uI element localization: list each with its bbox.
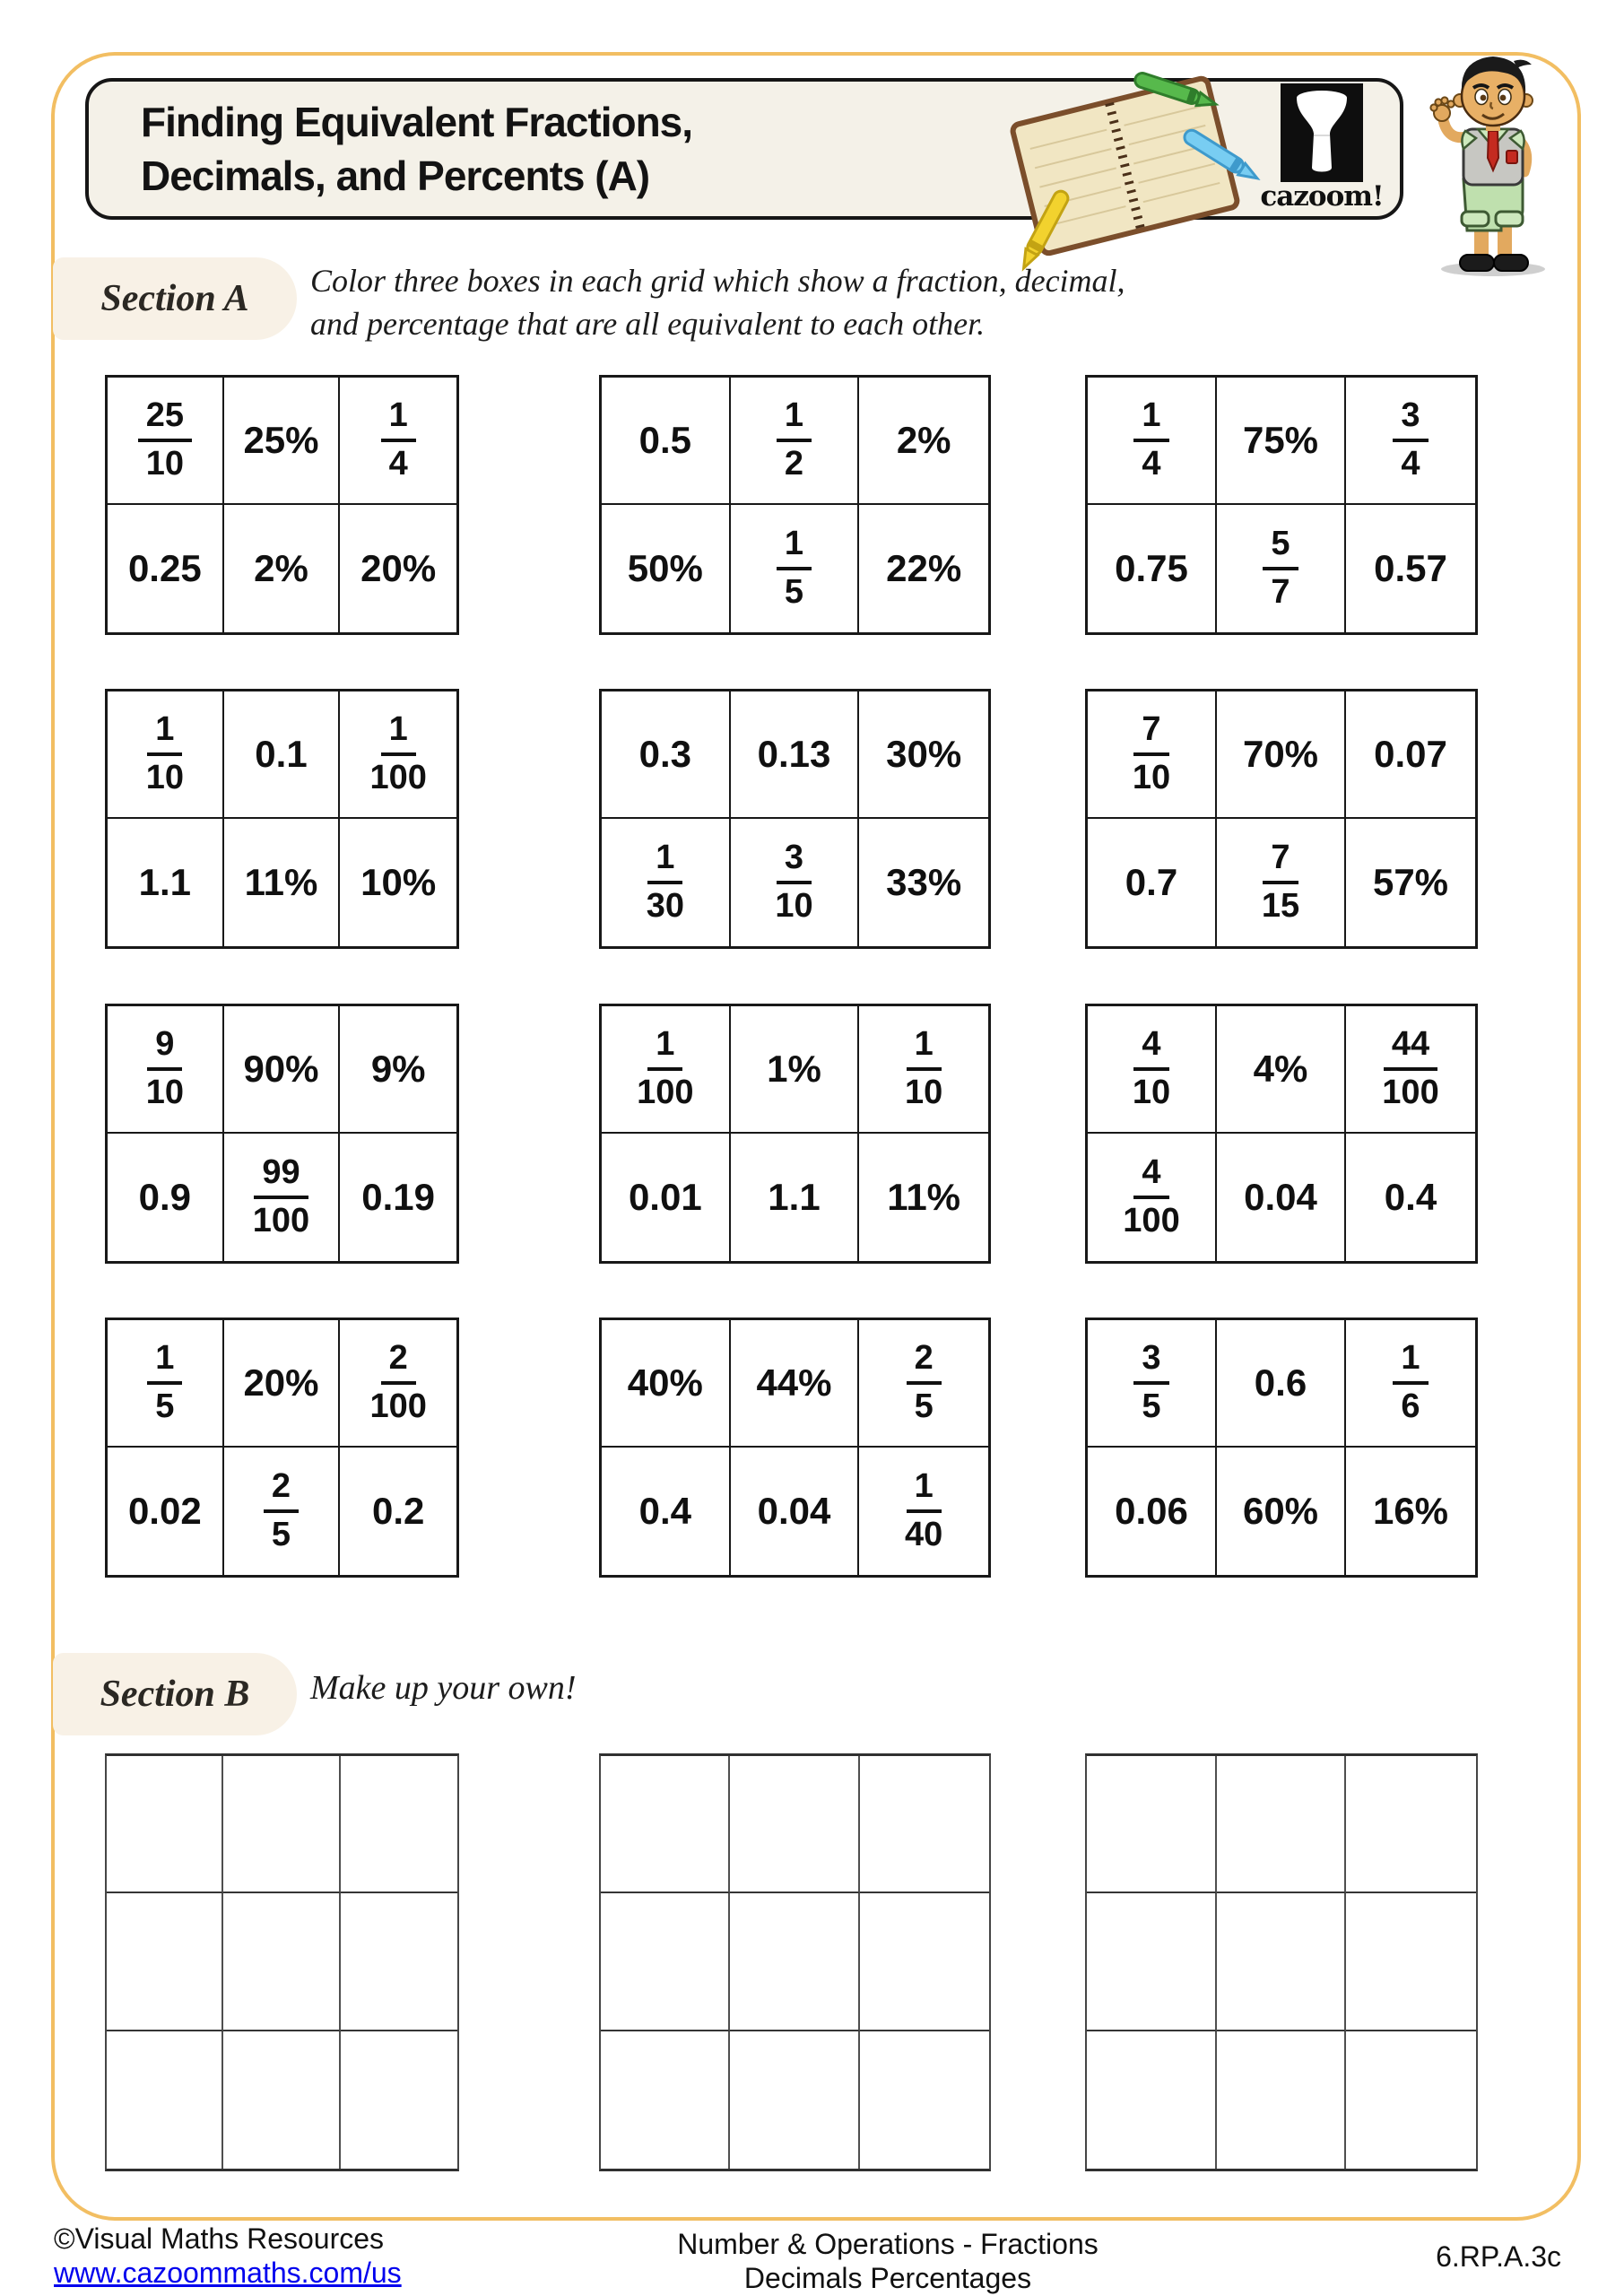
equivalence-grid-7 — [105, 1004, 459, 1264]
empty-grid-cell[interactable] — [860, 1893, 989, 2031]
fraction-value: $\frac{44}{100}$ — [1382, 1025, 1439, 1111]
empty-grid-cell[interactable] — [341, 1756, 457, 1893]
grid-cell[interactable]: 75% — [1217, 378, 1346, 505]
grid-cell[interactable]: 0.75 — [1088, 505, 1217, 632]
grid-cell[interactable] — [1346, 1006, 1475, 1134]
section-a-instruction — [310, 260, 1125, 345]
equivalence-grid-9 — [1085, 1004, 1478, 1264]
empty-grid-cell[interactable] — [730, 1756, 859, 1893]
grid-cell[interactable]: 20% — [360, 547, 437, 589]
blank-grid-3 — [1085, 1753, 1478, 2171]
grid-cell[interactable] — [1088, 1006, 1217, 1134]
grid-cell[interactable]: 0.1 — [224, 691, 341, 819]
fraction-value: $\frac{9}{10}$ — [145, 1025, 184, 1111]
grid-cell[interactable] — [731, 505, 860, 632]
section-a-instruction-line1: Color three boxes in each grid which show a fraction, decimal, — [310, 263, 1125, 299]
fraction-value: $\frac{1}{40}$ — [905, 1467, 943, 1553]
empty-grid-cell[interactable] — [107, 2031, 223, 2169]
grid-cell[interactable]: 33% — [886, 861, 962, 903]
equivalence-grid-10 — [105, 1318, 459, 1578]
fraction-value: $\frac{1}{6}$ — [1393, 1341, 1428, 1425]
grid-cell[interactable]: 0.04 — [731, 1448, 860, 1575]
empty-grid-cell[interactable] — [860, 2031, 989, 2169]
grid-cell[interactable]: 0.2 — [371, 1490, 425, 1532]
grid-cell[interactable]: 9% — [340, 1006, 456, 1134]
equivalence-grid-1 — [105, 375, 459, 635]
empty-grid-cell[interactable] — [223, 1756, 340, 1893]
grid-cell[interactable]: 0.25 — [108, 505, 224, 632]
grid-cell[interactable] — [1088, 378, 1217, 505]
fraction-value: $\frac{1}{5}$ — [777, 526, 812, 611]
empty-grid-cell[interactable] — [730, 1893, 859, 2031]
empty-grid-cell[interactable] — [107, 1893, 223, 2031]
grid-cell[interactable]: 0.4 — [1384, 1176, 1437, 1218]
grid-cell[interactable]: 1% — [731, 1006, 860, 1134]
blank-grid-2 — [599, 1753, 991, 2171]
grid-cell[interactable] — [1088, 1134, 1217, 1261]
grid-cell[interactable] — [731, 378, 860, 505]
grid-cell[interactable]: 44% — [731, 1320, 860, 1448]
grid-cell[interactable]: 0.01 — [602, 1134, 731, 1261]
equivalence-grid-11 — [599, 1318, 991, 1578]
grid-cell[interactable] — [1217, 505, 1346, 632]
boy-mascot-illustration — [1406, 45, 1576, 280]
grid-cell[interactable]: 40% — [602, 1320, 731, 1448]
empty-grid-cell[interactable] — [1217, 1756, 1347, 1893]
empty-grid-cell[interactable] — [223, 2031, 340, 2169]
footer-left — [54, 2222, 402, 2291]
grid-cell[interactable]: 0.9 — [108, 1134, 224, 1261]
empty-grid-cell[interactable] — [1087, 1893, 1217, 2031]
copyright-text: ©Visual Maths Resources — [54, 2222, 385, 2255]
grid-cell[interactable]: 90% — [224, 1006, 341, 1134]
grid-cell[interactable]: 1.1 — [731, 1134, 860, 1261]
grid-cell[interactable]: 0.6 — [1217, 1320, 1346, 1448]
fraction-value: $\frac{4}{100}$ — [1123, 1153, 1180, 1239]
fraction-value: $\frac{1}{2}$ — [777, 398, 812, 483]
section-b-instruction: Make up your own! — [310, 1669, 577, 1707]
grid-cell[interactable]: 1.1 — [108, 819, 224, 946]
standard-code: 6.RP.A.3c — [1436, 2240, 1561, 2273]
grid-cell[interactable]: 22% — [886, 547, 962, 589]
grid-cell[interactable]: 0.04 — [1217, 1134, 1346, 1261]
empty-grid-cell[interactable] — [601, 2031, 730, 2169]
grid-cell[interactable] — [108, 378, 224, 505]
grid-cell[interactable] — [1217, 819, 1346, 946]
section-a-instruction-line2: and percentage that are all equivalent to each other. — [310, 305, 986, 342]
section-b-label — [53, 1653, 297, 1735]
fraction-value: $\frac{5}{7}$ — [1263, 526, 1298, 611]
grid-cell[interactable] — [1088, 1320, 1217, 1448]
grid-cell[interactable] — [859, 1448, 988, 1575]
section-a-label-text: Section A — [100, 278, 249, 319]
grid-cell[interactable] — [731, 819, 860, 946]
empty-grid-cell[interactable] — [1346, 2031, 1476, 2169]
grid-cell[interactable]: 2% — [224, 505, 341, 632]
equivalence-grid-2 — [599, 375, 991, 635]
grid-cell[interactable]: 0.07 — [1346, 691, 1475, 819]
grid-cell[interactable]: 60% — [1217, 1448, 1346, 1575]
grid-cell[interactable] — [108, 691, 224, 819]
fraction-value: $\frac{1}{100}$ — [369, 710, 427, 796]
fraction-value: $\frac{2}{5}$ — [264, 1469, 299, 1553]
fraction-value: $\frac{1}{4}$ — [381, 398, 416, 483]
grid-cell[interactable] — [224, 1448, 341, 1575]
grid-cell[interactable]: 16% — [1372, 1490, 1449, 1532]
grid-cell[interactable] — [1346, 1320, 1475, 1448]
fraction-value: $\frac{2}{100}$ — [369, 1339, 427, 1425]
grid-cell[interactable] — [340, 1320, 456, 1448]
grid-cell[interactable]: 10% — [360, 861, 437, 903]
empty-grid-cell[interactable] — [1217, 1893, 1347, 2031]
grid-cell[interactable] — [1346, 378, 1475, 505]
website-link[interactable]: www.cazoommaths.com/us — [54, 2256, 402, 2289]
fraction-value: $\frac{25}{10}$ — [138, 398, 192, 483]
equivalence-grid-12 — [1085, 1318, 1478, 1578]
grid-cell[interactable] — [224, 1134, 341, 1261]
grid-cell[interactable] — [602, 1006, 731, 1134]
cazoom-logo — [1255, 83, 1389, 213]
grid-cell[interactable]: 0.4 — [602, 1448, 731, 1575]
empty-grid-cell[interactable] — [341, 1893, 457, 2031]
equivalence-grid-3 — [1085, 375, 1478, 635]
footer-topic — [547, 2227, 1229, 2296]
grid-cell[interactable]: 0.13 — [731, 691, 860, 819]
equivalence-grid-4 — [105, 689, 459, 949]
grid-cell[interactable] — [340, 378, 456, 505]
fraction-value: $\frac{1}{100}$ — [637, 1025, 694, 1111]
blank-grid-1 — [105, 1753, 459, 2171]
empty-grid-cell[interactable] — [1346, 1756, 1476, 1893]
fraction-value: $\frac{7}{10}$ — [1132, 710, 1171, 796]
empty-grid-cell[interactable] — [860, 1756, 989, 1893]
grid-cell[interactable]: 11% — [224, 819, 341, 946]
empty-grid-cell[interactable] — [1217, 2031, 1347, 2169]
fraction-value: $\frac{1}{5}$ — [147, 1341, 182, 1425]
grid-cell[interactable] — [1088, 691, 1217, 819]
fraction-value: $\frac{2}{5}$ — [907, 1341, 942, 1425]
fraction-value: $\frac{1}{4}$ — [1133, 398, 1168, 483]
fraction-value: $\frac{3}{10}$ — [775, 839, 813, 925]
grid-cell[interactable]: 50% — [602, 505, 731, 632]
page-title-line1: Finding Equivalent Fractions, — [141, 99, 693, 145]
fraction-value: $\frac{4}{10}$ — [1132, 1025, 1171, 1111]
footer-topic-line2: Decimals Percentages — [743, 2262, 1032, 2295]
empty-grid-cell[interactable] — [223, 1893, 340, 2031]
grid-cell[interactable]: 20% — [224, 1320, 341, 1448]
grid-cell[interactable]: 0.02 — [108, 1448, 224, 1575]
equivalence-grid-5 — [599, 689, 991, 949]
empty-grid-cell[interactable] — [601, 1756, 730, 1893]
empty-grid-cell[interactable] — [1087, 1756, 1217, 1893]
grid-cell[interactable]: 0.7 — [1088, 819, 1217, 946]
fraction-value: $\frac{7}{15}$ — [1261, 839, 1300, 925]
grid-cell[interactable]: 0.3 — [602, 691, 731, 819]
equivalence-grid-6 — [1085, 689, 1478, 949]
grid-cell[interactable]: 4% — [1217, 1006, 1346, 1134]
empty-grid-cell[interactable] — [1087, 2031, 1217, 2169]
fraction-value: $\frac{1}{10}$ — [905, 1025, 943, 1111]
grid-cell[interactable]: 30% — [859, 691, 988, 819]
title-box — [85, 78, 1403, 220]
empty-grid-cell[interactable] — [107, 1756, 223, 1893]
section-a-label — [53, 257, 297, 340]
grid-cell[interactable] — [340, 691, 456, 819]
grid-cell[interactable]: 11% — [887, 1176, 961, 1218]
section-b-label-text: Section B — [100, 1674, 250, 1715]
fraction-value: $\frac{3}{4}$ — [1393, 398, 1428, 483]
empty-grid-cell[interactable] — [601, 1893, 730, 2031]
logo-text: cazoom! — [1260, 180, 1384, 213]
empty-grid-cell[interactable] — [730, 2031, 859, 2169]
grid-cell[interactable]: 0.06 — [1088, 1448, 1217, 1575]
empty-grid-cell[interactable] — [341, 2031, 457, 2169]
page-title-line2: Decimals, and Percents (A) — [141, 152, 650, 199]
drum-icon — [1281, 83, 1363, 182]
footer-topic-line1: Number & Operations - Fractions — [677, 2228, 1099, 2260]
grid-cell[interactable] — [859, 1320, 988, 1448]
grid-cell[interactable]: 0.5 — [602, 378, 731, 505]
equivalence-grid-8 — [599, 1004, 991, 1264]
grid-cell[interactable] — [108, 1320, 224, 1448]
waving-hand — [1430, 97, 1454, 121]
grid-cell[interactable] — [859, 1006, 988, 1134]
grid-cell[interactable]: 0.57 — [1374, 547, 1447, 589]
notebook-crayons-illustration — [990, 57, 1268, 272]
fraction-value: $\frac{99}{100}$ — [252, 1153, 310, 1239]
empty-grid-cell[interactable] — [1346, 1893, 1476, 2031]
grid-cell[interactable]: 2% — [859, 378, 988, 505]
grid-cell[interactable]: 57% — [1372, 861, 1449, 903]
grid-cell[interactable] — [602, 819, 731, 946]
grid-cell[interactable]: 70% — [1217, 691, 1346, 819]
grid-cell[interactable]: 0.19 — [361, 1176, 436, 1218]
fraction-value: $\frac{1}{10}$ — [145, 710, 184, 796]
page-title — [141, 96, 692, 204]
grid-cell[interactable]: 25% — [224, 378, 341, 505]
fraction-value: $\frac{3}{5}$ — [1133, 1341, 1168, 1425]
grid-cell[interactable] — [108, 1006, 224, 1134]
fraction-value: $\frac{1}{30}$ — [646, 839, 684, 925]
